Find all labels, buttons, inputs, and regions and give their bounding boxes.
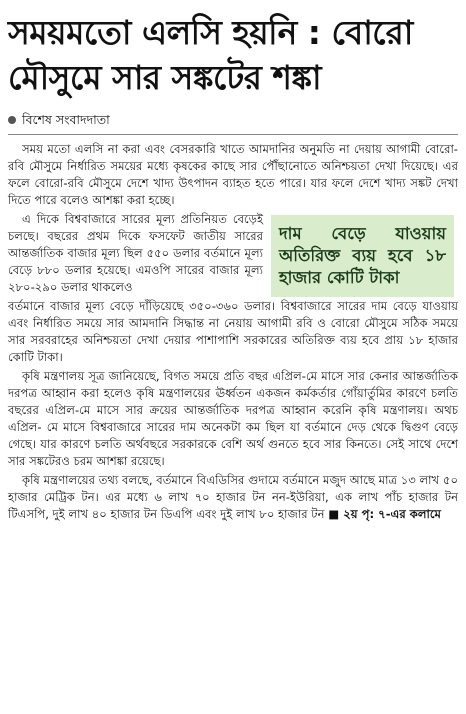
- paragraph-2-left: [8, 211, 263, 298]
- paragraph-2a: এ দিকে বিশ্ববাজারে সারের মূল্য প্রতিনিয়ত বেড়েই চলছে। বছরের প্রথম দিকে ফসফেট জাতীয় সারের আন্তর্জাতিক বাজার মূল্য ছিল ৫৫০ ডলার বর্তমানে মূল্য বেড়ে ৮৮০ ডলার হয়েছে। এমওপি সারের বাজার মূল্য ২৮০-২৯০ ডলার থাকলেও: [8, 212, 263, 294]
- divider: [8, 134, 458, 135]
- paragraph-4: [8, 472, 458, 523]
- paragraph-4-text: কৃষি মন্ত্রণালয়ের তথ্য বলছে, বর্তমানে বিএডিসির গুদামে বর্তমানে মজুদ আছে মাত্র ১৩ লাখ ৫০ হাজার মেট্রিক টন। এর মধ্যে ৬ লাখ ৭০ হাজার টন নন-ইউরিয়া, এক লাখ পাঁচ হাজার টন টিএসপি, দুই লাখ ৪০ হাজার টন ডিএপি এবং দুই লাখ ৮০ হাজার টন: [8, 473, 458, 521]
- continuation-link[interactable]: ■ ২য় পৃ: ৭-এর কলামে: [328, 507, 441, 521]
- byline-text: বিশেষ সংবাদদাতা: [22, 112, 110, 127]
- headline-line-2: মৌসুমে সার সঙ্কটের শঙ্কা: [8, 58, 322, 97]
- paragraph-3: কৃষি মন্ত্রণালয় সূত্র জানিয়েছে, বিগত সময়ে প্রতি বছর এপ্রিল-মে মাসে সার কেনার আন্তর্জাতিক দরপত্র আহ্বান করা হলেও কৃষি মন্ত্রণালয়ের ঊর্ধ্বতন একজন কর্মকর্তার গোঁয়ার্তুমির কারণে চলতি বছরের এপ্রিল-মে মাসে সার ক্রয়ের আন্তর্জাতিক দরপত্র আহ্বান করেনি কৃষি মন্ত্রণালয়। অথচ এপ্রিল- মে মাসে বিশ্ববাজারে সারের দাম অনেকটা কম ছিল যা বর্তমানে দেড় থেকে দ্বিগুণ বেড়ে গেছে। যার কারণে চলতি অর্থবছরে সরকারকে বেশি অর্থ গুনতে হবে সার কিনতে। সেই সাথে দেশে সার সঙ্কটেরও চরম আশঙ্কা রয়েছে।: [8, 369, 458, 468]
- article-body: [8, 141, 458, 523]
- paragraph-1: সময় মতো এলসি না করা এবং বেসরকারি খাতে আমদানির অনুমতি না দেয়ায় আগামী বোরো-রবি মৌসুমে নির্ধারিত সময়ের মধ্যে কৃষকের কাছে সার পৌঁছানোতে অনিশ্চয়তা দেখা দিয়েছে। এর ফলে বোরো-রবি মৌসুমে দেশে খাদ্য উৎপাদন ব্যাহত হতে পারে। যার ফলে দেশে খাদ্য সঙ্কট দেখা দিতে পারে বলেও আশঙ্কা করা হচ্ছে।: [8, 142, 458, 207]
- headline: [8, 0, 458, 100]
- byline: [8, 110, 458, 130]
- headline-line-1: সময়মতো এলসি হয়নি : বোরো: [8, 13, 413, 52]
- paragraph-2-row: [8, 211, 458, 298]
- pull-quote: দাম বেড়ে যাওয়ায় অতিরিক্ত ব্যয় হবে ১৮ হাজার কোটি টাকা: [271, 215, 454, 297]
- bullet-icon: [8, 116, 16, 124]
- paragraph-2b: বর্তমানে বাজার মূল্য বেড়ে দাঁড়িয়েছে ৩৫০-৩৬০ ডলার। বিশ্ববাজারে সারের দাম বেড়ে যাওয়ায় এবং নির্ধারিত সময়ে সার আমদানি সিদ্ধান্ত না নেয়ায় আগামী রবি ও বোরো মৌসুমে সঠিক সময়ে সার সরবরাহের অনিশ্চয়তা দেখা দেয়ার পাশাপাশি সরকারের অতিরিক্ত ব্যয় হবে প্রায় ১৮ হাজার কোটি টাকা।: [8, 299, 458, 364]
